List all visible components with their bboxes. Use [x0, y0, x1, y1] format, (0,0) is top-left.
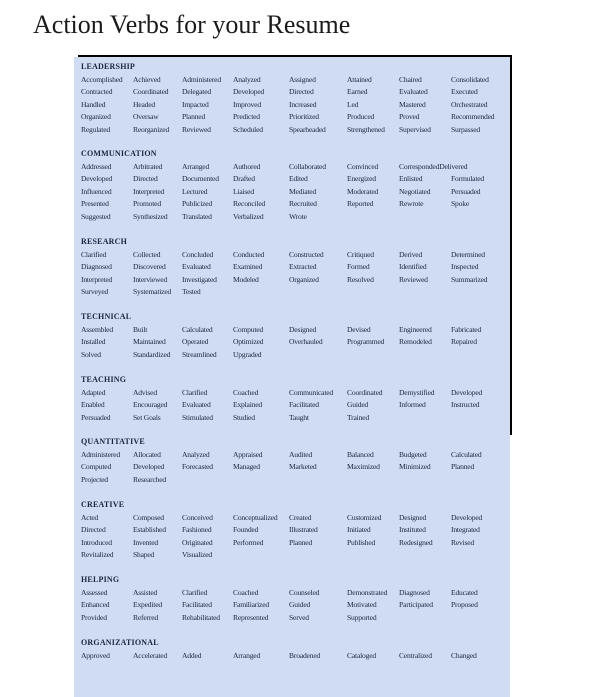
verb-item: Wrote — [289, 211, 307, 221]
verb-item: Summarized — [451, 274, 488, 284]
verb-row — [81, 613, 511, 625]
verb-item: Communicated — [289, 387, 333, 397]
verb-item: Founded — [233, 525, 259, 534]
verb-item: Added — [182, 650, 202, 660]
section-heading: ORGANIZATIONAL — [81, 638, 159, 647]
verb-row — [81, 513, 511, 525]
verb-item: Clarified — [182, 387, 208, 397]
verb-item: Enlisted — [399, 174, 423, 183]
verb-item: Supervised — [399, 124, 431, 134]
verb-item: Regulated — [81, 124, 110, 134]
verb-item: Served — [289, 612, 309, 622]
verb-row — [81, 125, 511, 137]
verb-item: Directed — [289, 87, 314, 96]
verb-item: Surpassed — [451, 124, 480, 134]
verb-row — [81, 287, 511, 299]
verb-item: Addressed — [81, 161, 112, 171]
verb-item: Oversaw — [133, 112, 159, 121]
verb-item: Assessed — [81, 587, 108, 597]
verb-item: Concluded — [182, 249, 214, 259]
verb-item: Redesigned — [399, 537, 433, 547]
verb-row — [81, 550, 511, 562]
verb-item: Changed — [451, 650, 477, 660]
verb-item: Presented — [81, 199, 109, 208]
verb-row — [81, 600, 511, 612]
verb-item: Projected — [81, 474, 108, 484]
verb-row — [81, 337, 511, 349]
verb-item: Headed — [133, 99, 155, 109]
verb-item: Prioritized — [289, 112, 319, 121]
verb-item: Negotiated — [399, 186, 431, 196]
verb-item: Diagnosed — [81, 262, 112, 271]
verb-item: Mediated — [289, 186, 317, 196]
verb-item: Integrated — [451, 525, 480, 534]
verb-item: Demonstrated — [347, 587, 388, 597]
verb-item: Approved — [81, 650, 110, 660]
verb-item: Diagnosed — [399, 587, 430, 597]
verb-item: Interpreted — [81, 274, 113, 284]
verb-item: Studied — [233, 412, 255, 422]
verb-item: Explained — [233, 400, 262, 409]
verb-item: Forecasted — [182, 462, 213, 471]
verb-item: Modeled — [233, 274, 259, 284]
verb-item: Planned — [451, 462, 475, 471]
verb-item: Suggested — [81, 211, 111, 221]
verb-item: Revised — [451, 537, 475, 547]
verb-item: Spoke — [451, 199, 469, 208]
verb-item: Engineered — [399, 324, 432, 334]
verb-item: Introduced — [81, 537, 112, 547]
verb-item: Directed — [81, 525, 106, 534]
verb-item: Facilitated — [182, 600, 212, 609]
verb-row — [81, 400, 511, 412]
verb-item: Invented — [133, 537, 158, 547]
verb-item: Conducted — [233, 249, 265, 259]
verb-item: Inspected — [451, 262, 479, 271]
verb-item: Proposed — [451, 600, 478, 609]
verb-item: Revitalized — [81, 550, 114, 559]
verb-item: Evaluated — [182, 262, 211, 271]
verb-row — [81, 450, 511, 462]
verb-item: Lectured — [182, 186, 208, 196]
verb-item: Researched — [133, 474, 166, 484]
verb-item: Energized — [347, 174, 376, 183]
verb-item: Calculated — [182, 324, 213, 334]
verb-item: Originated — [182, 537, 213, 547]
verb-item: Performed — [233, 537, 264, 547]
verb-row — [81, 187, 511, 199]
verb-item: Instructed — [451, 400, 480, 409]
verb-row — [81, 350, 511, 362]
verb-item: Programmed — [347, 337, 385, 346]
verb-item: Derived — [399, 249, 423, 259]
verb-item: Designed — [399, 512, 427, 522]
verb-item: Marketed — [289, 462, 317, 471]
verb-item: Facilitated — [289, 400, 319, 409]
verb-item: Assembled — [81, 324, 113, 334]
verb-item: Identified — [399, 262, 427, 271]
verb-item: Verbalized — [233, 211, 264, 221]
verb-row — [81, 162, 511, 174]
verb-item: Led — [347, 99, 359, 109]
verb-item: Computed — [233, 324, 264, 334]
verb-item: Conceptualized — [233, 512, 278, 522]
verb-item: Chaired — [399, 74, 422, 84]
verb-item: Adapted — [81, 387, 106, 397]
verb-item: Scheduled — [233, 124, 263, 134]
verb-item: Reviewed — [182, 124, 211, 134]
verb-item: Centralized — [399, 650, 432, 660]
verb-item: Reviewed — [399, 274, 428, 284]
verb-item: Persuaded — [81, 412, 111, 422]
verb-item: Orchestrated — [451, 99, 488, 109]
verb-item: Coached — [233, 387, 259, 397]
verb-item: Designed — [289, 324, 317, 334]
verb-item: Constructed — [289, 249, 324, 259]
verb-row — [81, 250, 511, 262]
verb-item: Earned — [347, 87, 368, 96]
verb-item: Planned — [289, 537, 313, 547]
verb-item: Recommended — [451, 112, 495, 121]
verb-item: Supported — [347, 612, 377, 622]
verb-item: Encouraged — [133, 400, 168, 409]
verb-row — [81, 174, 511, 186]
verb-item: Translated — [182, 211, 212, 221]
verb-item: Planned — [182, 112, 206, 121]
verb-item: Appraised — [233, 449, 263, 459]
verb-item: Arbitrated — [133, 161, 163, 171]
verb-item: Determined — [451, 249, 485, 259]
verb-item: Maintained — [133, 337, 166, 346]
verb-row — [81, 100, 511, 112]
verb-row — [81, 588, 511, 600]
verb-item: Examined — [233, 262, 263, 271]
verb-item: Discovered — [133, 262, 166, 271]
verb-item: Stimulated — [182, 412, 213, 422]
verb-row — [81, 525, 511, 537]
section-heading: CREATIVE — [81, 500, 125, 509]
verb-item: Counseled — [289, 587, 320, 597]
verb-item: Recruited — [289, 199, 317, 208]
verb-item: Fashioned — [182, 525, 212, 534]
verb-row — [81, 212, 511, 224]
verb-item: Assigned — [289, 74, 316, 84]
verb-item: Investigated — [182, 274, 217, 284]
verb-item: Publicized — [182, 199, 213, 208]
verb-item: Coordinated — [133, 87, 169, 96]
verb-item: Evaluated — [399, 87, 428, 96]
verb-item: Coordinated — [347, 387, 383, 397]
verb-item: Increased — [289, 99, 317, 109]
verb-item: Overhauled — [289, 337, 323, 346]
verb-row — [81, 87, 511, 99]
verb-item: Fabricated — [451, 324, 482, 334]
page-title: Action Verbs for your Resume — [33, 10, 351, 39]
verb-item: Influenced — [81, 186, 112, 196]
verb-row — [81, 325, 511, 337]
verb-item: Analyzed — [182, 449, 210, 459]
verb-item: Advised — [133, 387, 157, 397]
section-heading: TEACHING — [81, 375, 127, 384]
verb-item: Arranged — [182, 161, 210, 171]
verb-item: Accelerated — [133, 650, 168, 660]
verb-item: Authored — [233, 161, 261, 171]
verb-item: Documented — [182, 174, 219, 183]
verb-item: Critiqued — [347, 249, 374, 259]
verb-item: Surveyed — [81, 287, 109, 296]
verb-item: Tested — [182, 287, 201, 296]
section-heading: HELPING — [81, 575, 120, 584]
verb-item: Remodeled — [399, 337, 432, 346]
verb-item: Participated — [399, 600, 433, 609]
verb-item: Promoted — [133, 199, 161, 208]
verb-item: Administered — [81, 449, 120, 459]
verb-item: Mastered — [399, 99, 426, 109]
verb-row — [81, 112, 511, 124]
verb-row — [81, 275, 511, 287]
verb-item: Developed — [451, 512, 483, 522]
verb-item: Proved — [399, 112, 420, 121]
verb-item: Collected — [133, 249, 161, 259]
verb-item: Created — [289, 512, 312, 522]
verb-item: Developed — [81, 174, 113, 183]
verb-item: Taught — [289, 412, 309, 422]
verb-item: Handled — [81, 99, 106, 109]
verb-item: Rewrote — [399, 199, 424, 208]
verb-item: Reconciled — [233, 199, 266, 208]
section-heading: TECHNICAL — [81, 312, 132, 321]
section-heading: COMMUNICATION — [81, 149, 157, 158]
verb-item: Installed — [81, 337, 106, 346]
verb-item: Guided — [347, 400, 369, 409]
verb-item: Assisted — [133, 587, 158, 597]
verb-item: Devised — [347, 324, 371, 334]
verb-item: Reorganized — [133, 124, 170, 134]
verb-item: Customized — [347, 512, 382, 522]
verb-item: Upgraded — [233, 349, 262, 359]
verb-item: Solved — [81, 349, 101, 359]
verb-item: Shaped — [133, 550, 155, 559]
verb-item: Coached — [233, 587, 259, 597]
verb-item: Visualized — [182, 550, 213, 559]
verb-item: Reported — [347, 199, 374, 208]
verb-item: Acted — [81, 512, 99, 522]
verb-item: Interviewed — [133, 274, 168, 284]
verb-item: Impacted — [182, 99, 209, 109]
verb-item: Interpreted — [133, 186, 165, 196]
verb-item: Referred — [133, 612, 158, 622]
verb-item: Established — [133, 525, 166, 534]
verb-item: Budgeted — [399, 449, 427, 459]
verb-item: Persuaded — [451, 186, 481, 196]
verb-item: Clarified — [182, 587, 208, 597]
verb-item: Repaired — [451, 337, 477, 346]
verb-row — [81, 462, 511, 474]
verb-item: Clarified — [81, 249, 107, 259]
verb-item: Streamlined — [182, 349, 217, 359]
verb-item: Achieved — [133, 74, 161, 84]
section-heading: RESEARCH — [81, 237, 128, 246]
verb-item: Synthesized — [133, 211, 168, 221]
verb-item: Formulated — [451, 174, 485, 183]
verb-item: Balanced — [347, 449, 374, 459]
verb-item: Built — [133, 324, 148, 334]
verb-item: Illustrated — [289, 525, 318, 534]
verb-item: Contracted — [81, 87, 113, 96]
verb-item: Analyzed — [233, 74, 261, 84]
verb-item: Provided — [81, 612, 107, 622]
verb-item: Computed — [81, 462, 112, 471]
verb-item: Collaborated — [289, 161, 326, 171]
verb-item: Composed — [133, 512, 164, 522]
verb-row — [81, 475, 511, 487]
verb-item: Organized — [81, 112, 111, 121]
verb-row — [81, 413, 511, 425]
verb-item: Developed — [133, 462, 165, 471]
verb-item: Administered — [182, 74, 221, 84]
verb-item: Set Goals — [133, 412, 161, 422]
verb-item: Conceived — [182, 512, 213, 522]
verb-item: Arranged — [233, 650, 261, 660]
verb-item: Liaised — [233, 186, 254, 196]
verb-item: Optimized — [233, 337, 264, 346]
verb-item: Familiarized — [233, 600, 269, 609]
verb-item: Edited — [289, 174, 308, 183]
verb-item: Allocated — [133, 449, 161, 459]
verb-item: Drafted — [233, 174, 255, 183]
verb-item: Demystified — [399, 387, 435, 397]
verb-item: Spearheaded — [289, 124, 326, 134]
verb-item: Broadened — [289, 650, 321, 660]
verb-item: Attained — [347, 74, 372, 84]
verb-item: Motivated — [347, 600, 377, 609]
verb-item: Consolidated — [451, 74, 489, 84]
verb-item: Cataloged — [347, 650, 376, 660]
verb-item: Enhanced — [81, 600, 110, 609]
verb-item: Managed — [233, 462, 260, 471]
verb-item: Moderated — [347, 186, 379, 196]
verb-item: Operated — [182, 337, 209, 346]
verb-item: Educated — [451, 587, 478, 597]
verb-item: Initiated — [347, 525, 371, 534]
verb-item: Expedited — [133, 600, 162, 609]
verb-item: Predicted — [233, 112, 260, 121]
verb-item: Calculated — [451, 449, 482, 459]
verb-item: Developed — [451, 387, 483, 397]
verb-item: Enabled — [81, 400, 105, 409]
verb-row — [81, 199, 511, 211]
verb-item: Organized — [289, 274, 319, 284]
verb-row — [81, 388, 511, 400]
verb-item: Executed — [451, 87, 478, 96]
verb-item: Instituted — [399, 525, 426, 534]
section-heading: QUANTITATIVE — [81, 437, 145, 446]
verb-row — [81, 262, 511, 274]
verb-item: Resolved — [347, 274, 374, 284]
verb-item: Evaluated — [182, 400, 211, 409]
verb-row — [81, 538, 511, 550]
verb-item: Guided — [289, 600, 311, 609]
verb-item: Formed — [347, 262, 370, 271]
verb-row — [81, 75, 511, 87]
verb-item: Trained — [347, 412, 369, 422]
verb-item: Informed — [399, 400, 426, 409]
verb-item: Improved — [233, 99, 261, 109]
verb-item: Accomplished — [81, 74, 123, 84]
verb-item: Published — [347, 537, 376, 547]
verb-item: Rehabilitated — [182, 612, 220, 622]
verb-item: Developed — [233, 87, 265, 96]
verb-row — [81, 651, 511, 663]
verb-item: Audited — [289, 449, 313, 459]
verb-item: Represented — [233, 612, 269, 622]
verb-item: Strengthened — [347, 124, 385, 134]
verb-item: Standardized — [133, 349, 171, 359]
section-heading: LEADERSHIP — [81, 62, 136, 71]
verb-item: Maximized — [347, 462, 380, 471]
verb-item: Systematized — [133, 287, 172, 296]
verb-item: Minimized — [399, 462, 431, 471]
verb-item: Delegated — [182, 87, 211, 96]
verb-item: Directed — [133, 174, 158, 183]
verb-item: Extracted — [289, 262, 317, 271]
verb-item: Produced — [347, 112, 375, 121]
verb-item: Convinced — [347, 161, 379, 171]
verb-item: CorrespondedDelivered — [399, 161, 468, 171]
